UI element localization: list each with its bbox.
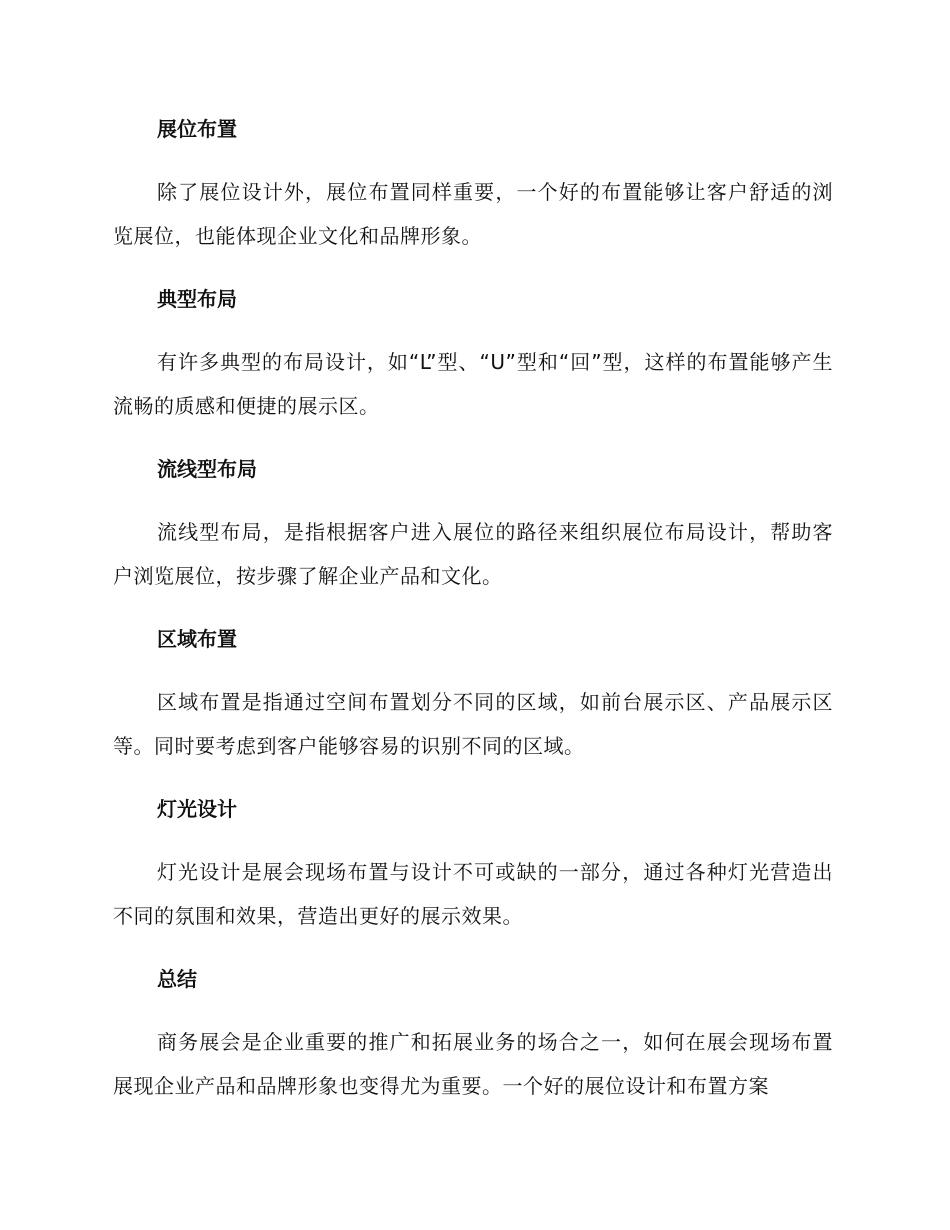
section-booth-layout — [113, 112, 833, 258]
section-streamline-layout — [113, 452, 833, 598]
document-content — [113, 112, 833, 1108]
section-typical-layout — [113, 282, 833, 428]
section-lighting-design — [113, 792, 833, 938]
section-heading: 区域布置 — [157, 627, 237, 651]
section-heading: 灯光设计 — [157, 797, 237, 821]
section-paragraph: 商务展会是企业重要的推广和拓展业务的场合之一，如何在展会现场布置展现企业产品和品牌形象也变得尤为重要。一个好的展位设计和布置方案 — [113, 1030, 833, 1098]
section-paragraph: 有许多典型的布局设计，如“L”型、“U”型和“回”型，这样的布置能够产生流畅的质感和便捷的展示区。 — [113, 350, 833, 418]
section-paragraph: 灯光设计是展会现场布置与设计不可或缺的一部分，通过各种灯光营造出不同的氛围和效果，营造出更好的展示效果。 — [113, 860, 833, 928]
section-heading: 展位布置 — [157, 117, 237, 141]
section-summary — [113, 962, 833, 1108]
section-paragraph: 区域布置是指通过空间布置划分不同的区域，如前台展示区、产品展示区等。同时要考虑到客户能够容易的识别不同的区域。 — [113, 690, 833, 758]
section-heading: 总结 — [157, 967, 197, 991]
section-heading: 流线型布局 — [157, 457, 257, 481]
section-heading: 典型布局 — [157, 287, 237, 311]
section-paragraph: 流线型布局，是指根据客户进入展位的路径来组织展位布局设计，帮助客户浏览展位，按步骤了解企业产品和文化。 — [113, 520, 833, 588]
section-paragraph: 除了展位设计外，展位布置同样重要，一个好的布置能够让客户舒适的浏览展位，也能体现企业文化和品牌形象。 — [113, 180, 833, 248]
section-zone-layout — [113, 622, 833, 768]
